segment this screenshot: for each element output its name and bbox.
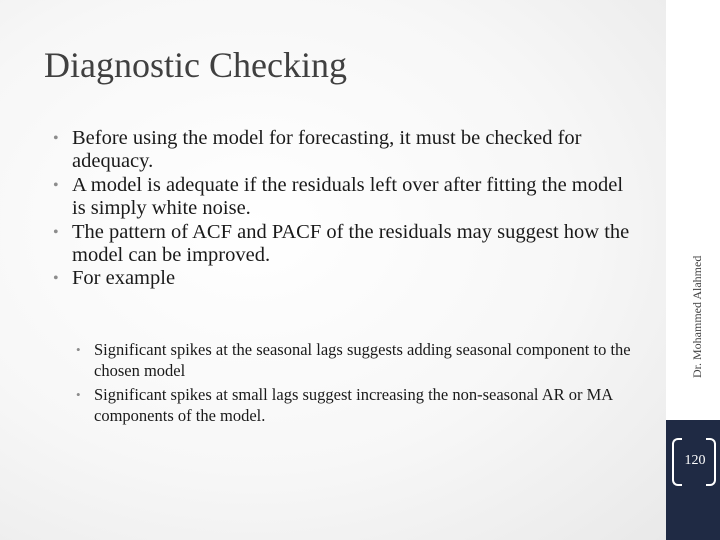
bullet-text: For example xyxy=(72,267,176,290)
bullet-dot-icon: • xyxy=(53,176,59,194)
author-credit: Dr. Mohammed Alahmed xyxy=(690,255,704,378)
sub-bullet-text: Significant spikes at the seasonal lags suggests adding seasonal component to the chosen model xyxy=(94,340,631,380)
bullet-dot-icon: • xyxy=(53,270,59,288)
bullet-text: A model is adequate if the residuals left over after fitting the model is simply white noise. xyxy=(72,173,624,220)
bullet-dot-icon: • xyxy=(53,223,59,241)
sub-bullet-text: Significant spikes at small lags suggest increasing the non-seasonal AR or MA components of the model. xyxy=(94,385,613,425)
bullet-text: Before using the model for forecasting, it must be checked for adequacy. xyxy=(72,127,582,173)
bullet-dot-icon: • xyxy=(76,387,81,402)
slide-title: Diagnostic Checking xyxy=(44,45,347,85)
bullet-dot-icon: • xyxy=(53,130,59,147)
bullet-item xyxy=(48,221,638,268)
page-number: 120 xyxy=(684,453,706,468)
sub-bullet-list xyxy=(74,340,634,430)
bullet-list xyxy=(48,127,638,291)
bullet-item xyxy=(48,127,638,174)
bullet-item xyxy=(48,174,638,221)
sub-bullet-item xyxy=(74,385,634,426)
sub-bullet-item xyxy=(74,340,634,381)
bullet-item xyxy=(48,267,638,290)
bullet-text: The pattern of ACF and PACF of the residuals may suggest how the model can be improved. xyxy=(72,220,630,267)
bullet-dot-icon: • xyxy=(76,342,81,357)
